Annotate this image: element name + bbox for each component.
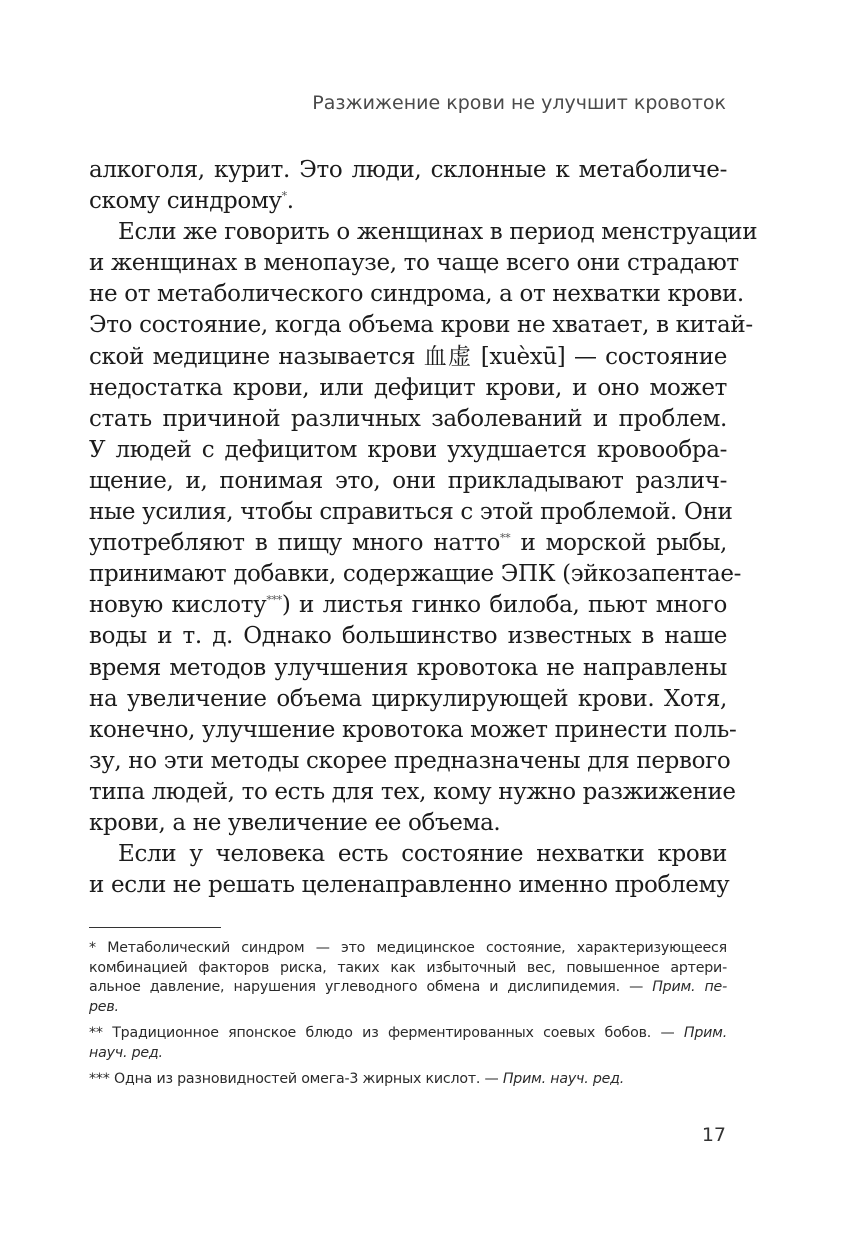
text-line: и женщинах в менопаузе, то чаще всего они страдают xyxy=(89,250,739,277)
footnote-mark-1: * xyxy=(281,189,287,203)
text-line: время методов улучшения кровотока не направлены xyxy=(89,654,727,681)
text-line xyxy=(89,186,727,217)
footnote-3 xyxy=(89,1070,727,1090)
text-line: алкоголя, курит. Это люди, склонные к метаболиче- xyxy=(89,157,727,183)
text-fragment: и морской рыбы, xyxy=(520,530,727,557)
text-line xyxy=(89,528,727,559)
text-line: щение, и, понимая это, они прикладывают различ- xyxy=(89,467,727,494)
footnote-text: альное давление, нарушения углеводного обмена и дислипидемия. — xyxy=(89,979,653,995)
footnote-line xyxy=(89,1024,727,1044)
running-title: Разжижение крови не улучшит кровоток xyxy=(312,92,726,114)
text-line: не от метаболического синдрома, а от нехватки крови. xyxy=(89,281,744,308)
editor-note: рев. xyxy=(89,998,119,1015)
footnote-text: ** Традиционное японское блюдо из ферментированных соевых бобов. — xyxy=(89,1025,684,1041)
footnote-2 xyxy=(89,1024,727,1063)
footnote-divider xyxy=(89,927,221,928)
text-line: стать причиной различных заболеваний и проблем. xyxy=(89,405,727,432)
text-line: У людей с дефицитом крови ухудшается кровообра- xyxy=(89,436,727,463)
text-fragment: употребляют в пищу много натто xyxy=(89,530,500,557)
text-line: Если у человека есть состояние нехватки крови xyxy=(118,841,727,868)
text-line: на увеличение объема циркулирующей крови. Хотя, xyxy=(89,685,727,712)
text-line: крови, а не увеличение ее объема. xyxy=(89,809,501,836)
footnote-mark-2: ** xyxy=(499,531,511,545)
footnote-mark-3: *** xyxy=(266,593,282,607)
editor-note: Прим. пе- xyxy=(652,979,727,995)
footnote-line: комбинацией факторов риска, таких как избыточный вес, повышенное артери- xyxy=(89,959,727,976)
text-line: Это состояние, когда объема крови не хватает, в китай- xyxy=(89,312,753,339)
footnote-line: * Метаболический синдром — это медицинское состояние, характеризующееся xyxy=(89,940,727,956)
page-number: 17 xyxy=(701,1124,726,1146)
text-fragment: скому синдрому xyxy=(89,188,282,215)
text-line: ные усилия, чтобы справиться с этой проблемой. Они xyxy=(89,499,733,526)
footnote-text: *** Одна из разновидностей омега-3 жирных кислот. — xyxy=(89,1071,503,1087)
text-fragment: ) и листья гинко билоба, пьют много xyxy=(281,592,727,619)
text-line: конечно, улучшение кровотока может принести поль- xyxy=(89,716,737,743)
main-text xyxy=(89,155,758,901)
text-line xyxy=(89,590,727,621)
text-line: и если не решать целенаправленно именно проблему xyxy=(89,872,730,899)
text-line: типа людей, то есть для тех, кому нужно разжижение xyxy=(89,778,736,805)
footnote-1 xyxy=(89,939,727,1017)
editor-note: Прим. науч. ред. xyxy=(502,1071,625,1087)
text-line: Если же говорить о женщинах в период менструации xyxy=(118,219,758,246)
text-line: ской медицине называется 血虚 [xuèxū] — состояние xyxy=(89,343,727,370)
text-fragment: . xyxy=(286,188,294,215)
editor-note: Прим. xyxy=(683,1025,727,1041)
text-line: воды и т. д. Однако большинство известных в наше xyxy=(89,623,727,650)
footnote-line xyxy=(89,978,727,998)
footnote-line xyxy=(89,1070,727,1090)
text-line: зу, но эти методы скорее предназначены для первого xyxy=(89,747,731,774)
text-fragment: новую кислоту xyxy=(89,592,267,619)
text-line: недостатка крови, или дефицит крови, и оно может xyxy=(89,374,727,401)
footnotes xyxy=(89,939,727,1097)
text-line: принимают добавки, содержащие ЭПК (эйкозапентае- xyxy=(89,561,741,588)
editor-note: науч. ред. xyxy=(89,1044,163,1061)
